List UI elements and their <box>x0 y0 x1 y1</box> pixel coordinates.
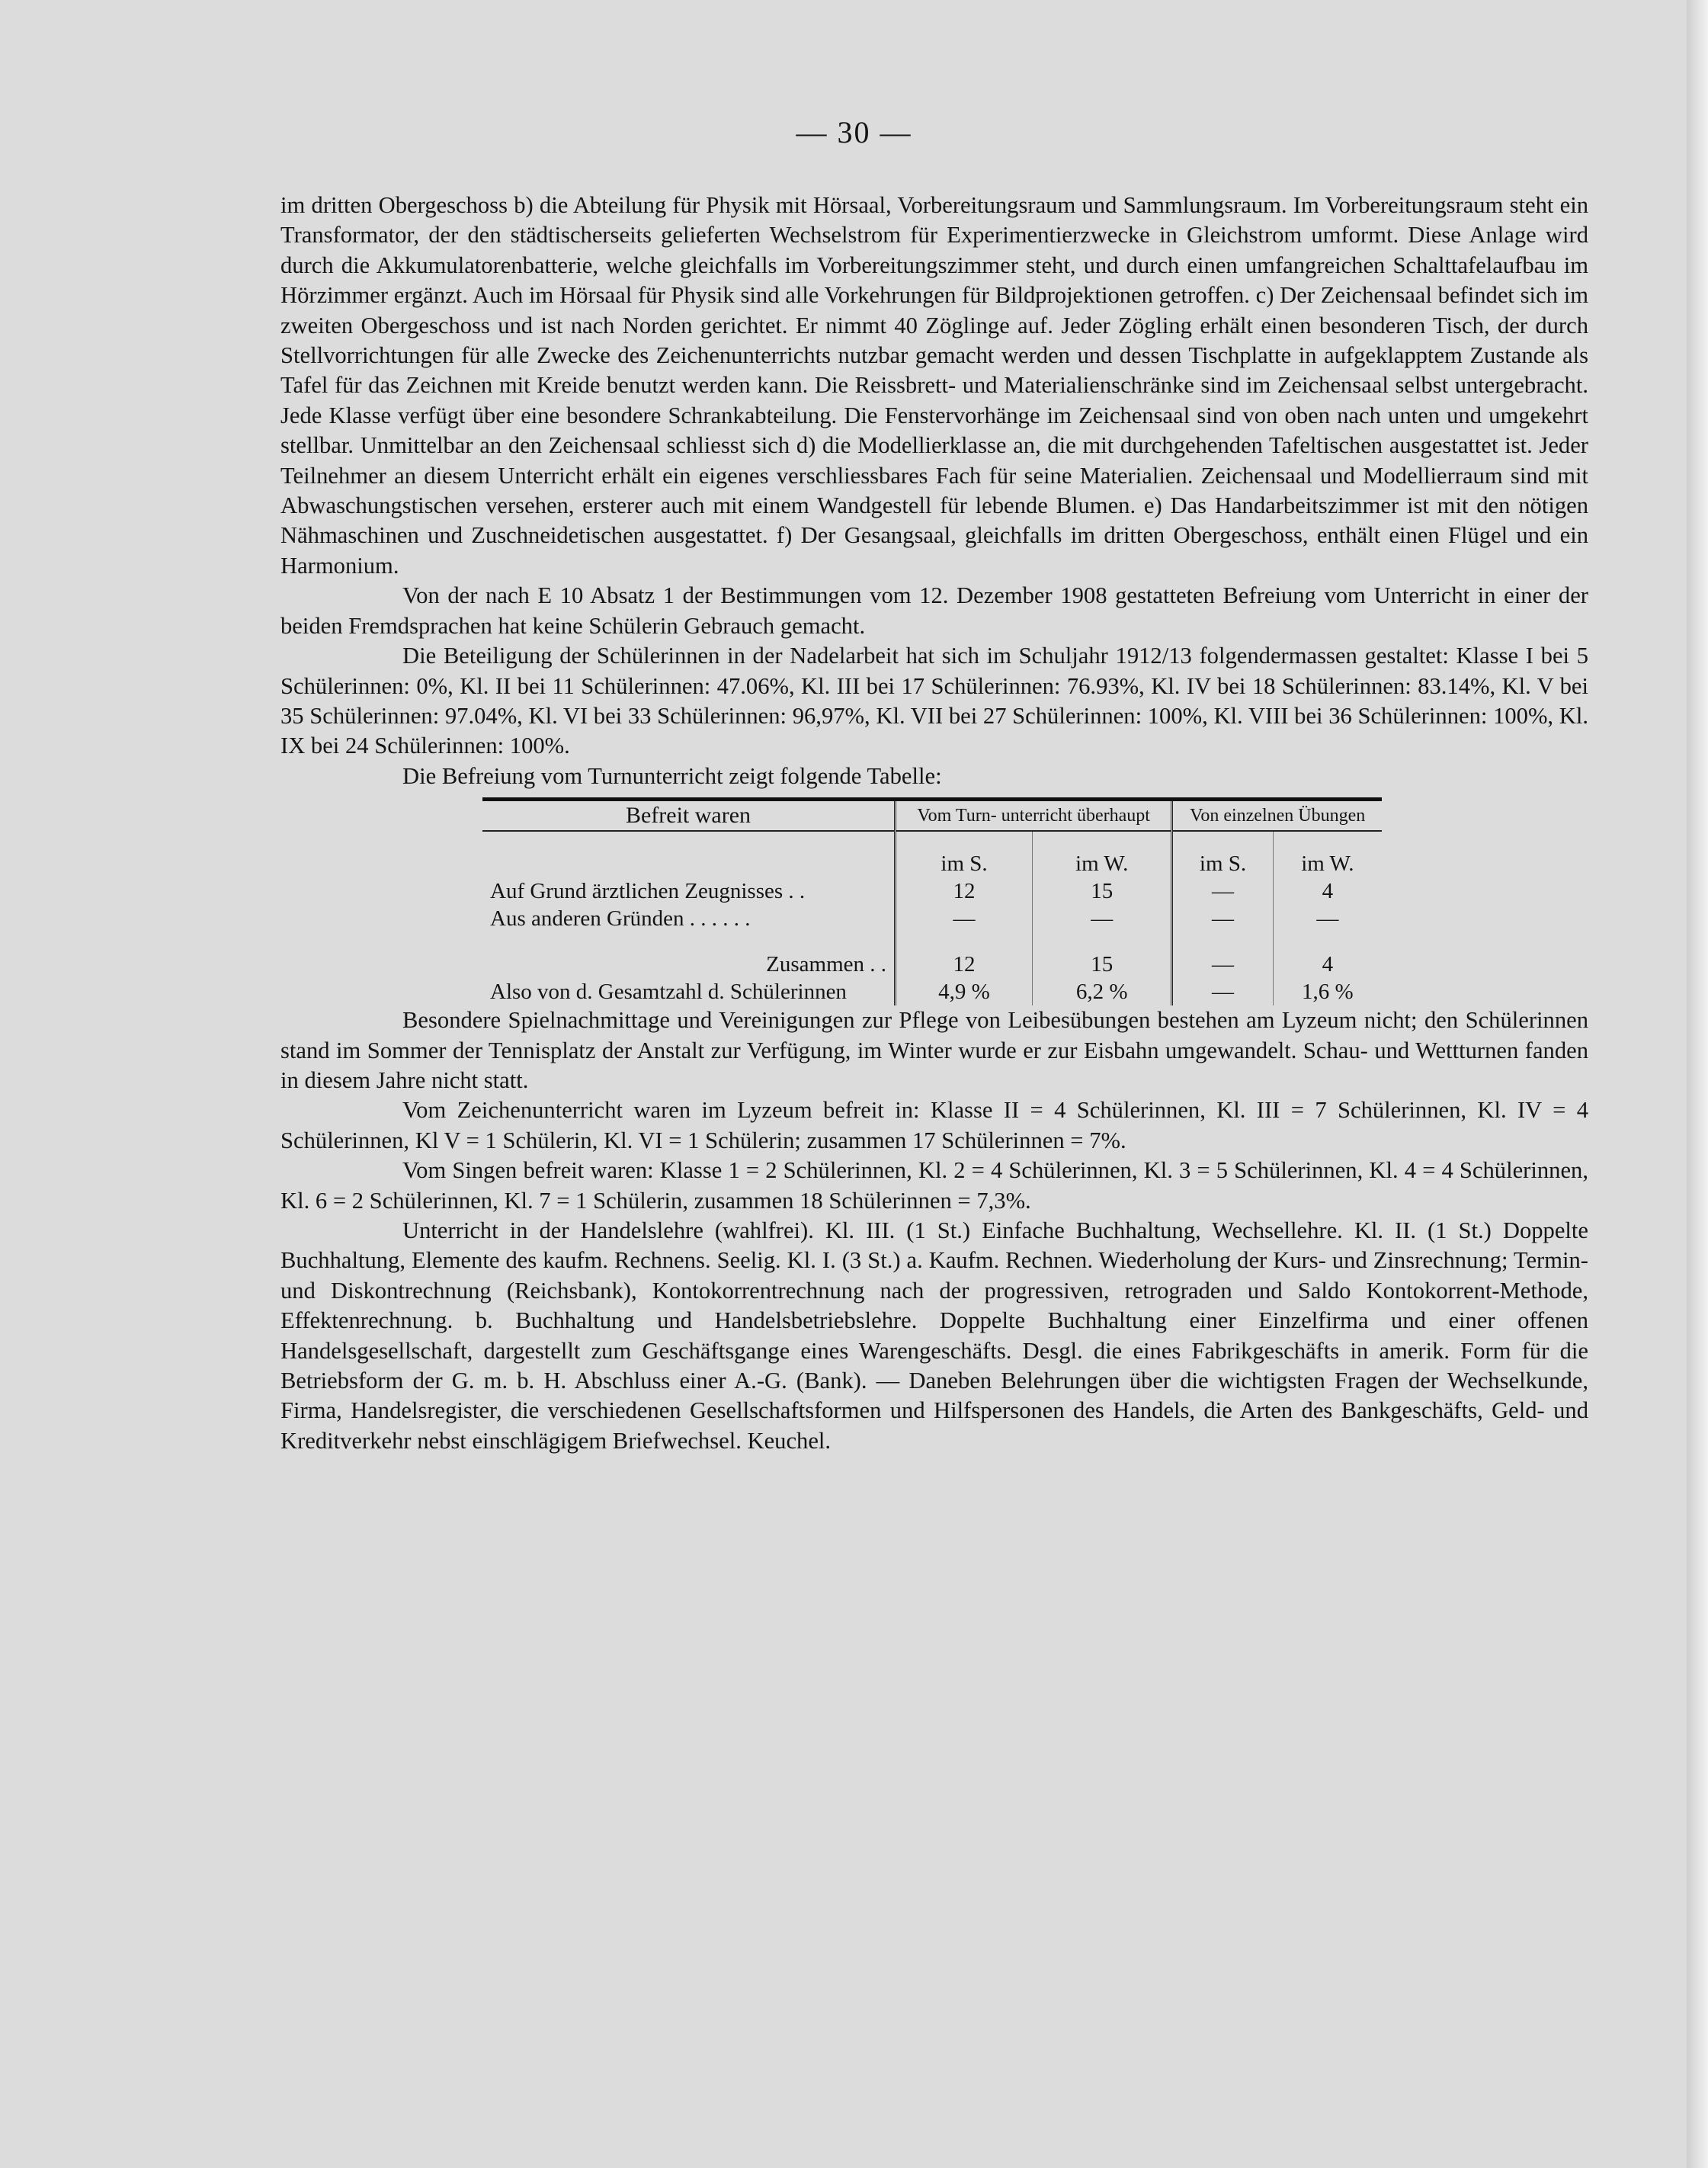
paragraph-gym-table-intro: Die Befreiung vom Turnunterricht zeigt folgende Tabelle: <box>402 762 942 789</box>
paragraph-needlework-participation: Die Beteiligung der Schülerinnen in der Nadelarbeit hat sich im Schuljahr 1912/13 folgendermassen gestaltet: Klasse I bei 5 Schülerinnen: 0%, Kl. II bei 11 Schülerinnen: 47.06%, Kl. III bei 17 Schülerinnen: 76.93%, Kl. IV bei 18 Schülerinnen: 83.14%, Kl. V bei 35 Schülerinnen: 97.04%, Kl. VI bei 33 Schülerinnen: 96,97%, Kl. VII bei 27 Schülerinnen: 100%, Kl. VIII bei 36 Schülerinnen: 100%, Kl. IX bei 24 Schülerinnen: 100%. <box>280 643 1588 759</box>
header-befreit: Befreit waren <box>482 800 896 832</box>
table-row <box>482 877 1382 905</box>
table-row <box>482 951 1382 978</box>
cell: 15 <box>1033 877 1172 905</box>
cell: 4 <box>1273 951 1382 978</box>
gym-exemption-table <box>482 797 1382 1005</box>
paragraph-drawing-exemption: Vom Zeichenunterricht waren im Lyzeum befreit in: Klasse II = 4 Schülerinnen, Kl. III = 7 Schülerinnen, Kl. IV = 4 Schülerinnen, Kl V = 1 Schülerin, Kl. VI = 1 Schülerin; zusammen 17 Schülerinnen = 7%. <box>280 1097 1588 1153</box>
table-row <box>482 905 1382 932</box>
subheader-turn-summer: im S. <box>896 850 1033 877</box>
subheader-turn-winter: im W. <box>1033 850 1172 877</box>
cell: — <box>896 905 1033 932</box>
cell: 1,6 % <box>1273 978 1382 1005</box>
cell: — <box>1172 978 1273 1005</box>
subheader-einzel-summer: im S. <box>1172 850 1273 877</box>
cell: — <box>1273 905 1382 932</box>
subheader-einzel-winter: im W. <box>1273 850 1382 877</box>
header-turnunterricht: Vom Turn- unterricht überhaupt <box>896 800 1172 832</box>
row-label: Also von d. Gesamtzahl d. Schülerinnen <box>490 980 847 1005</box>
page-edge-shadow <box>1687 0 1708 2168</box>
paragraph-physics-drawing-rooms: im dritten Obergeschoss b) die Abteilung für Physik mit Hörsaal, Vorbereitungsraum und Sammlungsraum. Im Vorbereitungsraum steht ein Transformator, der den städtischerseits gelieferten Wechselstrom für Experimentierzwecke in Gleichstrom umformt. Diese Anlage wird durch die Akkumulatorenbatterie, welche gleichfalls im Vorbereitungszimmer steht, und durch einen umfangreichen Schalttafelaufbau im Hörzimmer ergänzt. Auch im Hörsaal für Physik sind alle Vorkehrungen für Bildprojektionen getroffen. c) Der Zeichensaal befindet sich im zweiten Obergeschoss und ist nach Norden gerichtet. Er nimmt 40 Zöglinge auf. Jeder Zögling erhält einen besonderen Tisch, der durch Stellvorrichtungen für alle Zwecke des Zeichenunterrichts nutzbar gemacht werden und dessen Tischplatte in aufgeklapptem Zustande als Tafel für das Zeichnen mit Kreide benutzt werden kann. Die Reissbrett- und Materialienschränke sind im Zeichensaal selbst untergebracht. Jede Klasse verfügt über eine besondere Schrankabteilung. Die Fenstervorhänge im Zeichensaal sind von oben nach unten und umgekehrt stellbar. Unmittelbar an den Zeichensaal schliesst sich d) die Modellierklasse an, die mit durchgehenden Tafeltischen ausgestattet ist. Jeder Teilnehmer an diesem Unterricht erhält ein eigenes verschliessbares Fach für seine Materialien. Zeichensaal und Modellierraum sind mit Abwaschungstischen versehen, ersterer auch mit einem Wandgestell für lebende Blumen. e) Das Handarbeitszimmer ist mit den nötigen Nähmaschinen und Zuschneidetischen ausgestattet. f) Der Gesangsaal, gleichfalls im dritten Obergeschoss, enthält einen Flügel und ein Harmonium. <box>280 192 1588 579</box>
cell: — <box>1172 877 1273 905</box>
body-text <box>280 191 1588 1456</box>
cell: 15 <box>1033 951 1172 978</box>
cell: — <box>1172 905 1273 932</box>
header-einzelne-uebungen: Von einzelnen Übungen <box>1172 800 1382 832</box>
page-number: — 30 — <box>796 115 912 149</box>
paragraph-foreign-language-exemption: Von der nach E 10 Absatz 1 der Bestimmungen vom 12. Dezember 1908 gestatteten Befreiung vom Unterricht in einer der beiden Fremdsprachen hat keine Schülerin Gebrauch gemacht. <box>280 582 1588 639</box>
row-label: Aus anderen Gründen . . . . . . <box>490 906 751 932</box>
cell: 6,2 % <box>1033 978 1172 1005</box>
cell: 12 <box>896 951 1033 978</box>
paragraph-commerce-lessons: Unterricht in der Handelslehre (wahlfrei). Kl. III. (1 St.) Einfache Buchhaltung, Wechsellehre. Kl. II. (1 St.) Doppelte Buchhaltung, Elemente des kaufm. Rechnens. Seelig. Kl. I. (3 St.) a. Kaufm. Rechnen. Wiederholung der Kurs- und Zinsrechnung; Termin- und Diskontrechnung (Reichsbank), Kontokorrentrechnung nach der progressiven, retrograden und Saldo Kontokorrent-Methode, Effektenrechnung. b. Buchhaltung und Handelsbetriebslehre. Doppelte Buchhaltung einer Einzelfirma und einer offenen Handelsgesellschaft, dargestellt zum Geschäftsgange eines Warengeschäfts. Desgl. die eines Fabrikgeschäfts in amerik. Form für die Betriebsform der G. m. b. H. Abschluss einer A.-G. (Bank). — Daneben Belehrungen über die wichtigsten Fragen der Wechselkunde, Firma, Handelsregister, die verschiedenen Gesellschaftsformen und Hilfspersonen des Handels, die Arten des Bankgeschäfts, Geld- und Kreditverkehr nebst einschlägigem Briefwechsel. Keuchel. <box>280 1217 1588 1454</box>
table-row <box>482 978 1382 1005</box>
cell: — <box>1033 905 1172 932</box>
cell: — <box>1172 951 1273 978</box>
row-label: Auf Grund ärztlichen Zeugnisses . . <box>490 879 806 904</box>
cell: 4,9 % <box>896 978 1033 1005</box>
paragraph-sports-activities: Besondere Spielnachmittage und Vereinigungen zur Pflege von Leibesübungen bestehen am Lyzeum nicht; den Schülerinnen stand im Sommer der Tennisplatz der Anstalt zur Verfügung, im Winter wurde er zur Eisbahn umgewandelt. Schau- und Wettturnen fanden in diesem Jahre nicht statt. <box>280 1007 1588 1093</box>
paragraph-singing-exemption: Vom Singen befreit waren: Klasse 1 = 2 Schülerinnen, Kl. 2 = 4 Schülerinnen, Kl. 3 = 5 Schülerinnen, Kl. 4 = 4 Schülerinnen, Kl. 6 = 2 Schülerinnen, Kl. 7 = 1 Schülerin, zusammen 18 Schülerinnen = 7,3%. <box>280 1157 1588 1214</box>
row-label: Zusammen . . <box>766 952 886 977</box>
cell: 12 <box>896 877 1033 905</box>
cell: 4 <box>1273 877 1382 905</box>
